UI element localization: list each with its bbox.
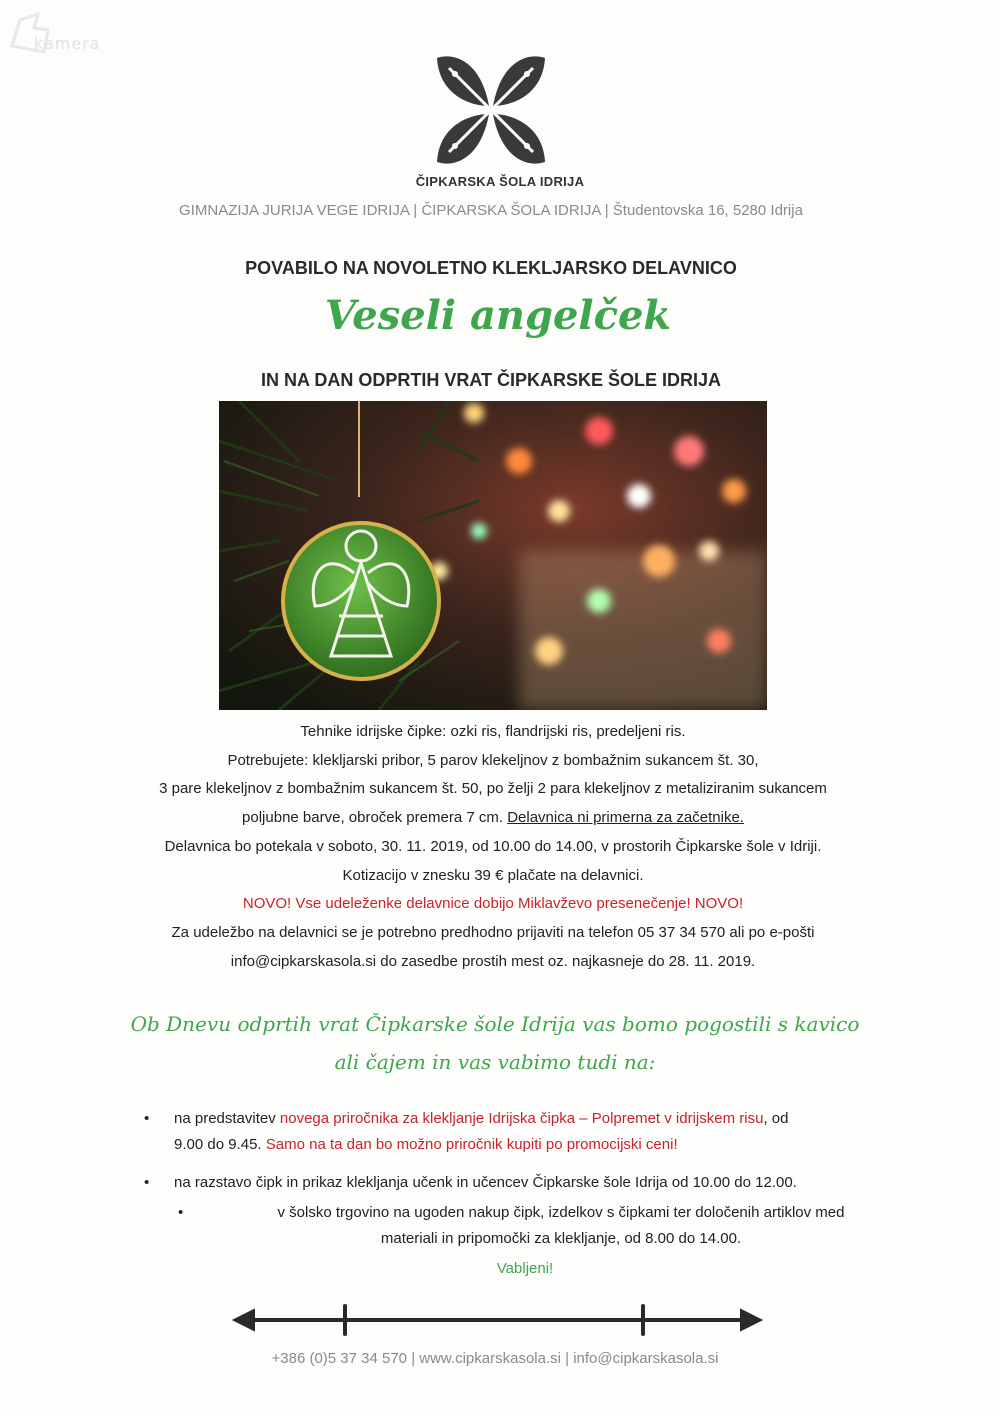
list-item: • na predstavitev novega priročnika za klekljanje Idrijska čipka – Polpremet v idrijskem risu, od 9.00 do 9.45. Samo na ta dan bo možno priročnik kupiti po promocijski ceni! [140,1106,914,1158]
bobbin-lace-butterfly-logo-icon [433,52,549,168]
body-line: Kotizacijo v znesku 39 € plačate na delavnici. [342,866,644,884]
body-line: info@cipkarskasola.si do zasedbe prostih mest oz. najkasneje do 28. 11. 2019. [230,952,756,970]
bobbin-line-icon [230,1300,765,1340]
body-line: 3 pare klekeljnov z bombažnim sukancem št. 50, po želji 2 para klekeljnov z metaliziranim sukancem [159,780,827,798]
open-day-line: ali čajem in vas vabimo tudi na: [334,1050,656,1074]
not-for-beginners-note: Delavnica ni primerna za začetnike. [507,809,744,827]
bullet-icon: • [178,1204,184,1221]
body-line: Potrebujete: klekljarski pribor, 5 parov klekeljnov z bombažnim sukancem št. 30, [227,751,759,769]
list-item: • na razstavo čipk in prikaz klekljanja učenk in učencev Čipkarske šole Idrija od 10.00 do 12.00. [140,1170,914,1196]
scanner-watermark-text: kamera [34,34,101,53]
open-day-invitation [110,1005,880,1081]
bullet-icon: • [144,1174,150,1191]
workshop-details [100,718,886,976]
promo-notice: Samo na ta dan bo možno priročnik kupiti po promocijski ceni! [265,1136,678,1153]
school-name: ČIPKARSKA ŠOLA IDRIJA [415,174,585,189]
list-item: • v šolsko trgovino na ugoden nakup čipk, izdelkov s čipkami ter določenih artiklov med materiali in pripomočki za klekljanje, od 8.00 do 14.00. [174,1200,914,1252]
body-line: Tehnike idrijske čipke: ozki ris, flandrijski ris, predeljeni ris. [300,723,686,740]
workshop-name: Veseli angelček [324,292,672,339]
invitation-title: POVABILO NA NOVOLETNO KLEKLJARSKO DELAVNICO [245,258,737,278]
body-line-part: poljubne barve, obroček premera 7 cm. [242,809,504,827]
lace-angel-ornament-photo [219,401,767,710]
body-line: Za udeležbo na delavnici se je potrebno predhodno prijaviti na telefon 05 37 34 570 ali po e-pošti [171,923,815,941]
open-day-title: IN NA DAN ODPRTIH VRAT ČIPKARSKE ŠOLE IDRIJA [260,370,722,390]
body-line [100,804,886,833]
body-line: Delavnica bo potekala v soboto, 30. 11. 2019, od 10.00 do 14.00, v prostorih Čipkarske šole v Idriji. [164,837,822,855]
novelty-notice: NOVO! Vse udeleženke delavnice dobijo Miklavževo presenečenje! NOVO! [242,895,744,913]
handbook-title: novega priročnika za klekljanje Idrijska čipka – Polpremet v idrijskem risu [279,1110,764,1127]
bullet-icon: • [144,1110,150,1127]
header-address: GIMNAZIJA JURIJA VEGE IDRIJA | ČIPKARSKA ŠOLA IDRIJA | Študentovska 16, 5280 Idrija [179,202,803,219]
contact-footer: +386 (0)5 37 34 570 | www.cipkarskasola.si | info@cipkarskasola.si [271,1350,719,1367]
welcome-text: Vabljeni! [496,1260,554,1277]
open-day-line: Ob Dnevu odprtih vrat Čipkarske šole Idrija vas bomo pogostili s kavico [130,1012,860,1036]
